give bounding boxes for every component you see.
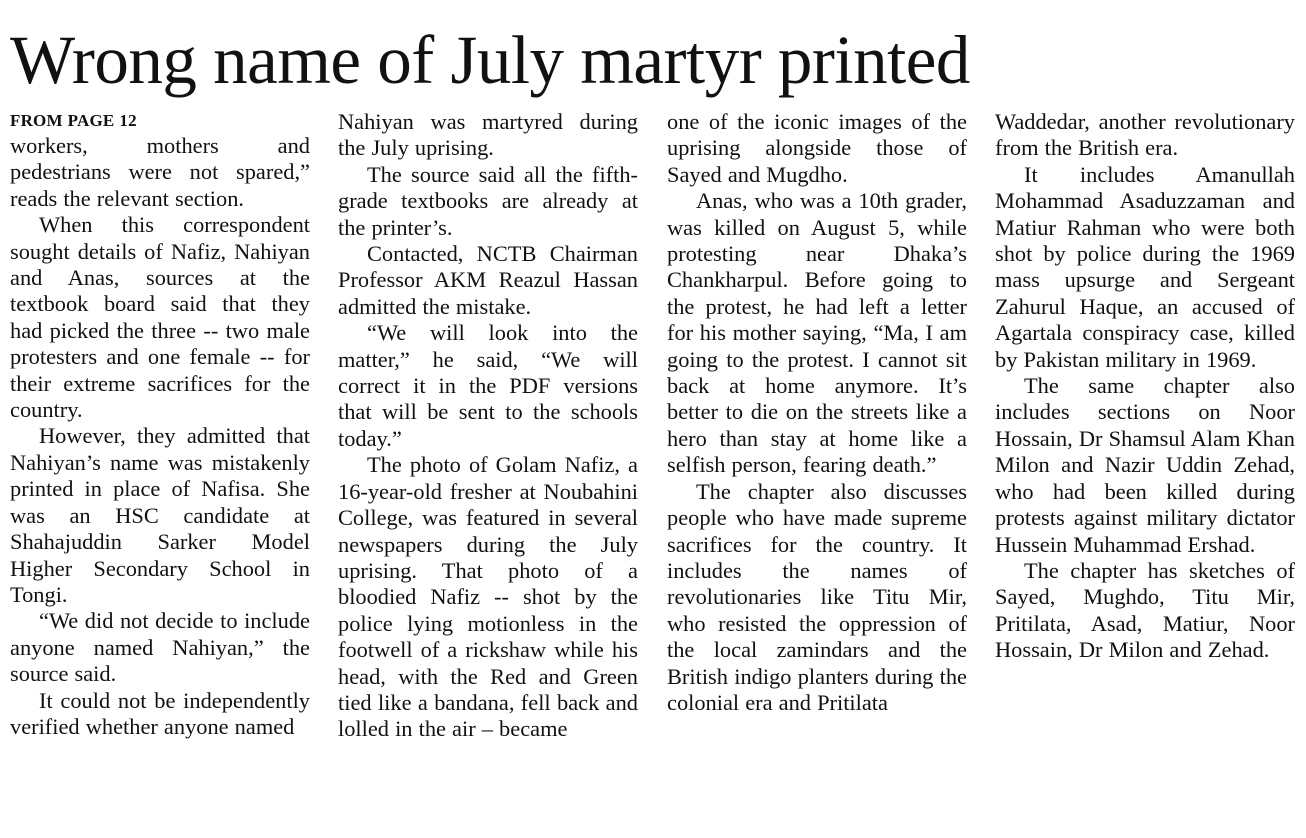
paragraph: “We did not decide to include anyone named Nahiyan,” the source said. [10,608,310,687]
paragraph: However, they admitted that Nahiyan’s name was mistakenly printed in place of Nafisa. She was an HSC candidate at Shahajuddin Sarker Model Higher Secondary School in Tongi. [10,423,310,607]
article-column-3 [667,109,967,838]
paragraph: The same chapter also includes sections on Noor Hossain, Dr Shamsul Alam Khan Milon and Nazir Uddin Zehad, who had been killed during protests against military dictator Hussein Muhammad Ershad. [995,373,1295,557]
paragraph: one of the iconic images of the uprising alongside those of Sayed and Mugdho. [667,109,967,187]
article-body [10,109,1296,838]
article-column-4 [995,109,1295,838]
paragraph: The source said all the fifth-grade textbooks are already at the printer’s. [338,161,638,240]
paragraph: The photo of Golam Nafiz, a 16-year-old fresher at Noubahini College, was featured in several newspapers during the July uprising. That photo of a bloodied Nafiz -- shot by the police lying motionless in the footwell of a rickshaw while his head, with the Red and Green tied like a bandana, fell back and lolled in the air – became [338,452,638,742]
continuation-kicker: FROM PAGE 12 [10,111,137,130]
paragraph: Waddedar, another revolutionary from the British era. [995,109,1295,161]
headline: Wrong name of July martyr printed [10,22,970,98]
paragraph: workers, mothers and pedestrians were not spared,” reads the relevant section. [10,133,310,211]
paragraph: The chapter has sketches of Sayed, Mughdo, Titu Mir, Pritilata, Asad, Matiur, Noor Hossain, Dr Milon and Zehad. [995,557,1295,663]
paragraph: Contacted, NCTB Chairman Professor AKM Reazul Hassan admitted the mistake. [338,241,638,319]
paragraph: Anas, who was a 10th grader, was killed on August 5, while protesting near Dhaka’s Chankharpul. Before going to the protest, he had left a letter for his mother saying, “Ma, I am going to the protest. I cannot sit back at home anymore. It’s better to die on the streets like a hero than stay at home like a selfish person, fearing death.” [667,188,967,478]
paragraph: It could not be independently verified whether anyone named [10,687,310,739]
paragraph: It includes Amanullah Mohammad Asaduzzaman and Matiur Rahman who were both shot by police during the 1969 mass upsurge and Sergeant Zahurul Haque, an accused of Agartala conspiracy case, killed by Pakistan military in 1969. [995,161,1295,372]
paragraph: Nahiyan was martyred during the July uprising. [338,109,638,161]
article-column-2 [338,109,638,838]
paragraph: When this correspondent sought details of Nafiz, Nahiyan and Anas, sources at the textbook board said that they had picked the three -- two male protesters and one female -- for their extreme sacrifices for the country. [10,212,310,423]
paragraph: “We will look into the matter,” he said, “We will correct it in the PDF versions that will be sent to the schools today.” [338,320,638,451]
paragraph: The chapter also discusses people who have made supreme sacrifices for the country. It includes the names of revolutionaries like Titu Mir, who resisted the oppression of the local zamindars and the British indigo planters during the colonial era and Pritilata [667,478,967,715]
article-column-1 [10,109,310,838]
